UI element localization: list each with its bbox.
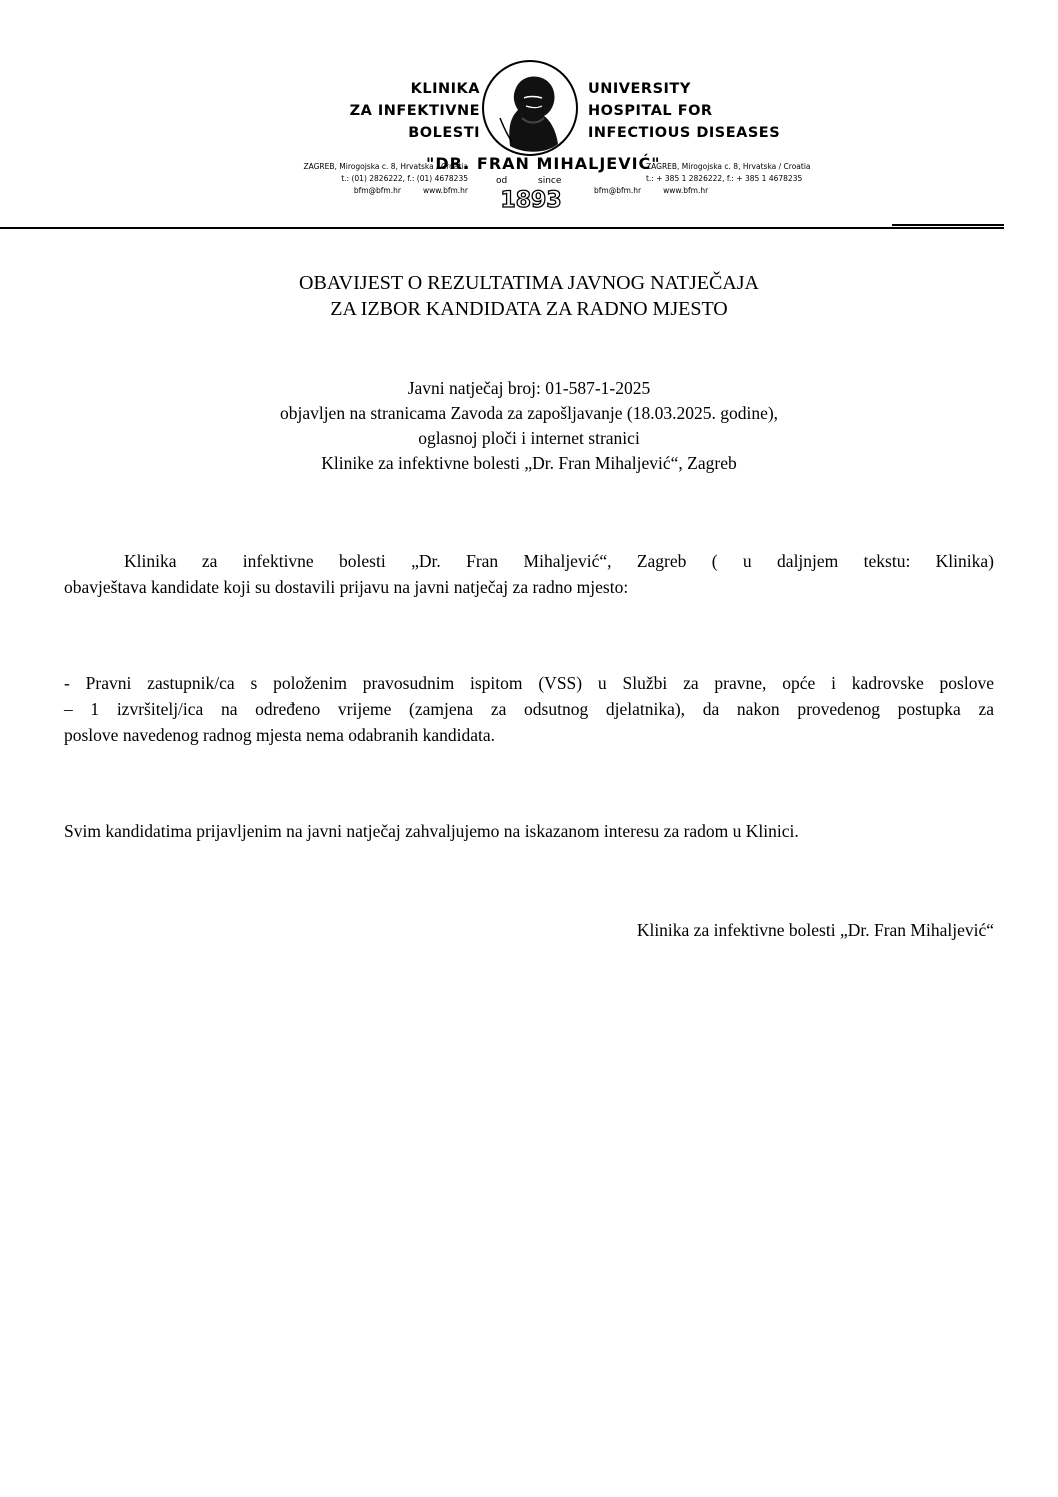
paragraph-line: poslove navedenog radnog mjesta nema odabranih kandidata. — [64, 725, 496, 745]
address-text: ZAGREB, Mirogojska c. 8, Hrvatska / Croatia — [303, 162, 468, 171]
founding-year-emblem — [500, 185, 562, 213]
letterhead-hr-line: KLINIKA — [410, 81, 480, 97]
email-web-line — [594, 185, 811, 197]
website-link[interactable]: www.bfm.hr — [422, 186, 468, 195]
contact-block-en — [594, 161, 811, 197]
paragraph-line-text: Klinika za infektivne bolesti „Dr. Fran Mihaljević“, Zagreb ( u daljnjem tekstu: Klinika) — [124, 551, 994, 571]
phone-text: t.: + 385 1 2826222, f.: + 385 1 4678235 — [646, 174, 803, 183]
email-link[interactable]: bfm@bfm.hr — [594, 186, 642, 195]
title-line: ZA IZBOR KANDIDATA ZA RADNO MJESTO — [330, 298, 728, 320]
competition-reference — [0, 376, 1058, 476]
letterhead-en-name — [588, 78, 780, 144]
reference-line: oglasnoj ploči i internet stranici — [418, 428, 640, 448]
signature-line: Klinika za infektivne bolesti „Dr. Fran Mihaljević“ — [636, 920, 994, 940]
reference-line: objavljen na stranicama Zavoda za zapošljavanje (18.03.2025. godine), — [279, 403, 779, 423]
paragraph-line: - Pravni zastupnik/ca s položenim pravosudnim ispitom (VSS) u Službi za pravne, opće i kadrovske poslove — [64, 673, 994, 693]
od-label: od — [496, 176, 508, 186]
position-paragraph — [64, 670, 994, 748]
since-label: since — [538, 176, 562, 186]
reference-line: Klinike za infektivne bolesti „Dr. Fran Mihaljević“, Zagreb — [321, 453, 737, 473]
reference-line: Javni natječaj broj: 01-587-1-2025 — [407, 378, 651, 398]
portrait-seal-logo — [480, 58, 580, 158]
hospital-name-title: "DR. FRAN MIHALJEVIĆ" — [426, 154, 661, 173]
header-divider — [0, 227, 1004, 229]
founding-year-text: 1893 — [500, 188, 562, 213]
intro-paragraph — [64, 548, 994, 600]
website-link[interactable]: www.bfm.hr — [663, 186, 709, 195]
letterhead-hr-line: BOLESTI — [408, 125, 480, 141]
email-web-line — [303, 185, 468, 197]
letterhead-hr-line: ZA INFEKTIVNE — [349, 103, 480, 119]
letterhead-en-line: HOSPITAL FOR — [588, 103, 713, 119]
paragraph-line: – 1 izvršitelj/ica na određeno vrijeme (zamjena za odsutnog djelatnika), da nakon provedenog postupka za — [64, 699, 994, 719]
paragraph-line: obavještava kandidate koji su dostavili prijavu na javni natječaj za radno mjesto: — [64, 577, 629, 597]
email-link[interactable]: bfm@bfm.hr — [353, 186, 401, 195]
title-line: OBAVIJEST O REZULTATIMA JAVNOG NATJEČAJA — [299, 272, 759, 294]
paragraph-line — [64, 548, 994, 574]
phone-text: t.: (01) 2826222, f.: (01) 4678235 — [341, 174, 468, 183]
letterhead-hr-name — [350, 78, 480, 144]
header-rule-accent — [892, 224, 1004, 226]
thanks-paragraph: Svim kandidatima prijavljenim na javni natječaj zahvaljujemo na iskazanom interesu za radom u Klinici. — [64, 821, 799, 841]
address-text: ZAGREB, Mirogojska c. 8, Hrvatska / Croatia — [646, 162, 811, 171]
letterhead-en-line: UNIVERSITY — [588, 81, 691, 97]
document-title — [0, 270, 1058, 322]
letterhead-en-line: INFECTIOUS DISEASES — [588, 125, 781, 141]
